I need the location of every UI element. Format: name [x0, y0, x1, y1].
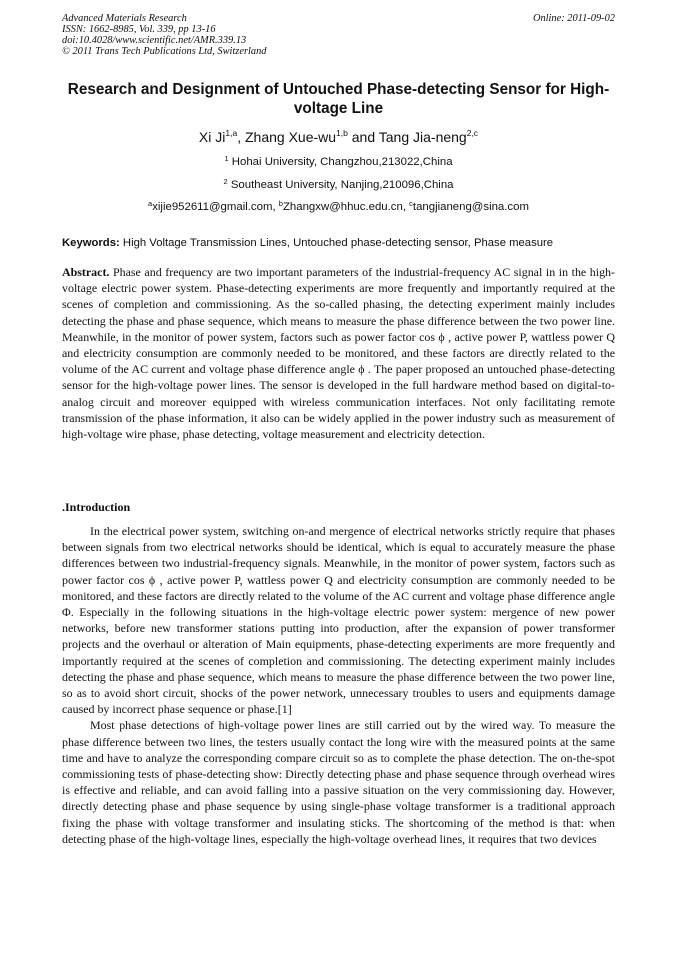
email-mark: a [148, 199, 153, 208]
introduction-section [62, 523, 615, 847]
abstract-label: Abstract. [62, 265, 110, 279]
author-separator: , [237, 129, 245, 145]
journal-copyright: © 2011 Trans Tech Publications Ltd, Switzerland [62, 46, 267, 57]
online-date: Online: 2011-09-02 [532, 13, 615, 24]
author-affil-mark: 2,c [466, 128, 479, 138]
affiliation-text: Southeast University, Nanjing,210096,China [227, 179, 454, 191]
email-link[interactable]: xijie952611@gmail.com, [152, 201, 279, 213]
abstract-text: Phase and frequency are two important parameters of the industrial-frequency AC signal in in the high-voltage electric power system. Phase-detecting experiments are more frequently and importantly required at the scenes of completion and commissioning. As the so-called phasing, the detecting experiment mainly includes detecting the phase and phase sequence, which means to measure the phase difference between the two power line. Meanwhile, in the monitor of power system, factors such as power factor cos ϕ , active power P, wattless power Q and electricity consumption are commonly needed to be monitored, and these factors are directly related to the volume of the AC current and voltage phase difference angle ϕ . The paper proposed an untouched phase-detecting sensor for the high-voltage power lines. The sensor is developed in the full hardware method based on digital-to-analog circuit and moreover equipped with wireless communication interfaces. Not only facilitating remote transmission of the phase information, it also can be widely applied in the power industry such as measurement of high-voltage wire phase, phase detecting, voltage measurement and electricity detection. [62, 265, 615, 442]
journal-header [62, 13, 266, 57]
journal-issn: ISSN: 1662-8985, Vol. 339, pp 13-16 [62, 24, 216, 35]
affiliation-2 [62, 178, 615, 192]
email-link[interactable]: Zhangxw@hhuc.edu.cn, [282, 201, 410, 213]
email-mark: b [278, 199, 283, 208]
abstract-section [62, 264, 615, 442]
keywords-line [62, 236, 617, 250]
author-affil-mark: 1,a [225, 128, 238, 138]
introduction-paragraph: In the electrical power system, switching on-and mergence of electrical networks strictly require that phases between signals from two electrical networks should be identical, which is equal to accurately measure the phase differences between two industrial-frequency signals. Meanwhile, in the monitor of power system, factors such as power factor cos ϕ , active power P, wattless power Q and electricity consumption are commonly needed to be monitored, and these factors are directly related to the volume of the AC current and voltage phase difference angle Φ. Especially in the following situations in the high-voltage electric power system: mergence of new power networks, before new transformer stations putting into production, after the expansion of power transformer projects and the overhaul or alteration of Main equipments, phase-detecting experiments are more frequently and importantly required at the scenes of completion and commissioning. The detecting experiment mainly includes detecting the phase and phase sequence, which means to measure the phase difference between the two power line, so as to avoid short circuit, shocks of the power network, unnecessary troubles to users and equipments damage caused by incorrect phase sequence or phase.[1] [62, 524, 615, 717]
affiliation-number: 1 [224, 154, 229, 163]
author-list [62, 128, 615, 146]
keywords-text: High Voltage Transmission Lines, Untouched phase-detecting sensor, Phase measure [119, 237, 554, 249]
journal-doi[interactable]: doi:10.4028/www.scientific.net/AMR.339.13 [62, 35, 247, 46]
abstract-paragraph [62, 264, 615, 442]
author-name: Tang Jia-neng [378, 129, 467, 145]
author-separator: and [347, 129, 379, 145]
author-name: Xi Ji [198, 129, 226, 145]
affiliation-number: 2 [223, 177, 228, 186]
email-link[interactable]: tangjianeng@sina.com [412, 201, 529, 213]
affiliation-text: Hohai University, Changzhou,213022,China [228, 156, 453, 168]
paper-title: Research and Designment of Untouched Phase-detecting Sensor for High-voltage Line [67, 81, 610, 117]
email-list [62, 200, 615, 214]
keywords-label: Keywords: [62, 237, 120, 249]
email-mark: c [409, 199, 413, 208]
author-name: Zhang Xue-wu [244, 129, 337, 145]
author-affil-mark: 1,b [336, 128, 348, 138]
introduction-paragraph: Most phase detections of high-voltage power lines are still carried out by the wired way. To measure the phase difference between two lines, the testers usually contact the long wire with the measured points at the same time and have to analyze the corresponding compare circuit so as to complete the phase detection. The on-the-spot commissioning tests of phase-detecting show: Directly detecting phase and phase sequence through overhead wires is effective and reliable, and can avoid falling into a passive situation on the very commissioning day. However, directly detecting phase and phase sequence by using single-phase voltage transformer is a traditional approach fixing the phase with voltage transformer and insulating sticks. The shortcoming of the method is that: when detecting phase of the high-voltage lines, especially the high-voltage overhead lines, it requires that two devices [62, 718, 615, 846]
introduction-heading: .Introduction [62, 500, 131, 514]
journal-name: Advanced Materials Research [62, 13, 187, 24]
affiliation-1 [62, 155, 615, 169]
